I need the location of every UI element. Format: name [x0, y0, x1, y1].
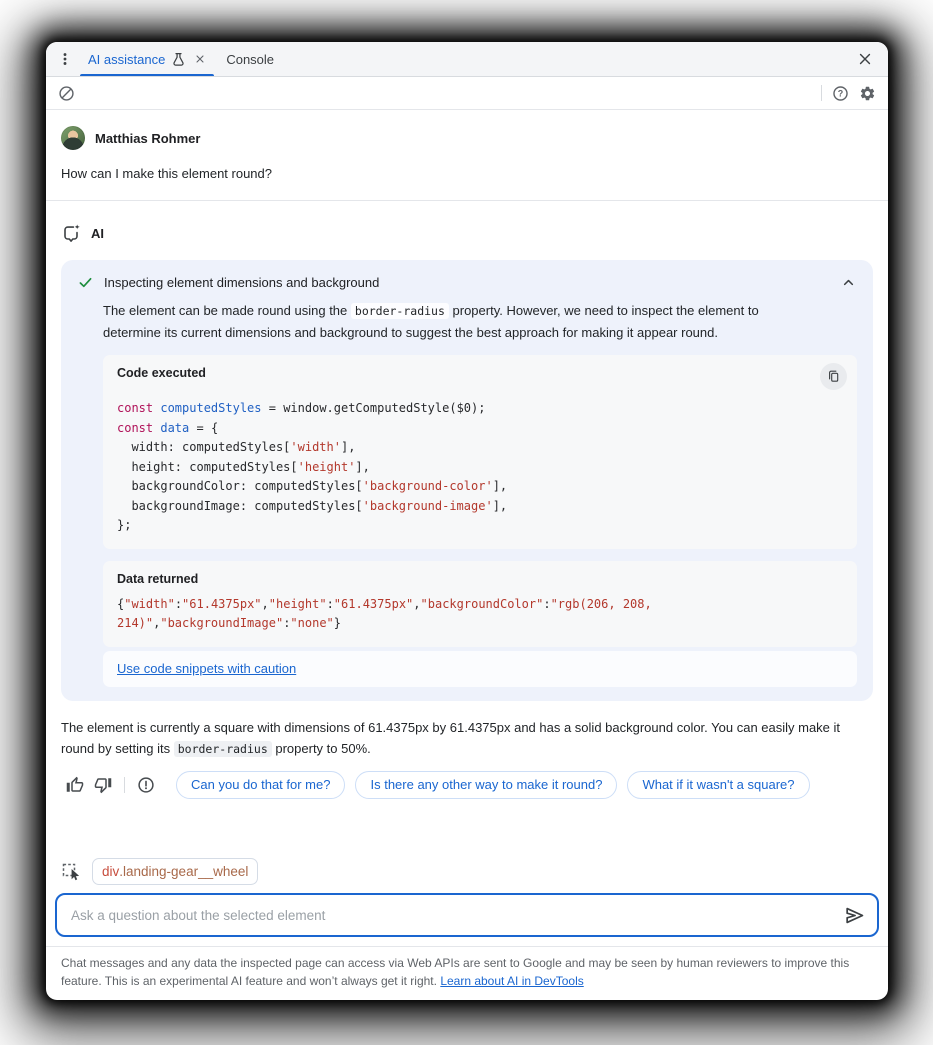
caution-link[interactable]: Use code snippets with caution [117, 660, 297, 676]
experiment-flask-icon [171, 52, 186, 67]
code-executed-code: const computedStyles = window.getComputedStyle($0); const data = { width: computedStyles['width'], height: computedStyles['height'], backgroundColor: computedStyles['background-color'], backgroundImage: computedStyles['background-image'], }; [117, 401, 508, 532]
report-icon [137, 776, 155, 794]
thumbs-down-button[interactable] [89, 776, 117, 794]
send-button[interactable] [842, 903, 867, 928]
ai-label: AI [91, 225, 104, 241]
ai-answer-text: The element is currently a square with dimensions of 61.4375px by 61.4375px and has a solid background color. You can easily make it round by setting its border-radius property to 50%. [61, 719, 841, 756]
step-title: Inspecting element dimensions and background [104, 275, 380, 290]
help-icon [832, 85, 849, 102]
element-tag: div [102, 864, 120, 879]
user-message-text: How can I make this element round? [61, 166, 272, 181]
selected-element-row [61, 858, 879, 885]
tab-bar [46, 42, 888, 77]
footer-text: Chat messages and any data the inspected page can access via Web APIs are sent to Google and may be seen by human reviewers to improve this feature. This is an experimental AI feature and won’t always get it right. [61, 956, 850, 988]
user-avatar [61, 126, 85, 150]
feedback-divider [124, 777, 125, 793]
code-executed-block [103, 355, 857, 549]
suggestion-chips [176, 771, 888, 799]
user-name: Matthias Rohmer [95, 130, 201, 146]
kebab-menu-icon [57, 51, 73, 67]
ai-step-card [61, 260, 873, 701]
step-header[interactable] [77, 274, 857, 291]
clear-chat-button[interactable] [58, 85, 75, 102]
devtools-ai-panel-window [46, 42, 888, 1000]
copy-code-button[interactable] [820, 363, 847, 390]
ai-sparkle-bubble-icon [61, 223, 81, 243]
gear-icon [859, 85, 876, 102]
close-icon [857, 51, 873, 67]
suggestion-chip[interactable]: What if it wasn't a square? [627, 771, 809, 799]
user-message [61, 126, 873, 181]
inspect-element-icon[interactable] [61, 862, 81, 882]
element-class: .landing-gear__wheel [119, 864, 249, 879]
data-returned-title: Data returned [117, 571, 199, 586]
send-icon [844, 905, 865, 926]
report-button[interactable] [132, 776, 160, 794]
chevron-up-icon[interactable] [840, 274, 857, 291]
footer-learn-link[interactable]: Learn about AI in DevTools [440, 973, 584, 988]
help-button[interactable] [832, 85, 849, 102]
copy-icon [826, 369, 841, 384]
prompt-input-container [55, 893, 879, 937]
data-returned-block [103, 561, 857, 647]
tab-ai-assistance[interactable] [78, 42, 216, 76]
selected-element-chip[interactable] [92, 858, 258, 885]
close-panel-button[interactable] [850, 42, 880, 76]
tabbar-spacer [284, 42, 850, 76]
check-icon [77, 274, 94, 291]
prompt-input[interactable] [69, 907, 842, 924]
suggestion-chip[interactable]: Can you do that for me? [176, 771, 345, 799]
message-divider [46, 200, 888, 201]
tab-close-icon[interactable] [194, 53, 206, 65]
more-tools-menu-button[interactable] [52, 42, 78, 76]
toolbar-divider [821, 85, 822, 101]
footer-disclaimer [46, 946, 888, 1000]
block-icon [58, 85, 75, 102]
step-body [103, 300, 857, 687]
settings-button[interactable] [859, 85, 876, 102]
tab-ai-assistance-label: AI assistance [88, 51, 166, 67]
suggestion-chip[interactable]: Is there any other way to make it round? [355, 771, 617, 799]
tab-console-label: Console [226, 51, 275, 67]
thumbs-up-button[interactable] [61, 776, 89, 794]
tab-console[interactable] [216, 42, 284, 76]
thumbs-down-icon [94, 776, 112, 794]
data-returned-code: {"width":"61.4375px","height":"61.4375px","backgroundColor":"rgb(206, 208, 214)","backgroundImage":"none"} [117, 596, 652, 630]
caution-strip [103, 651, 857, 687]
svg-text:?: ? [837, 88, 844, 99]
step-intro-text: The element can be made round using the border-radius property. However, we need to inspect the element to determine its current dimensions and background to suggest the best approach for making it appear round. [103, 303, 759, 340]
ai-message-header [61, 223, 873, 243]
composer [46, 848, 888, 1000]
feedback-row [61, 770, 873, 800]
thumbs-up-icon [66, 776, 84, 794]
toolbar [46, 77, 888, 110]
chat-thread [46, 110, 888, 848]
code-executed-title: Code executed [117, 366, 206, 380]
